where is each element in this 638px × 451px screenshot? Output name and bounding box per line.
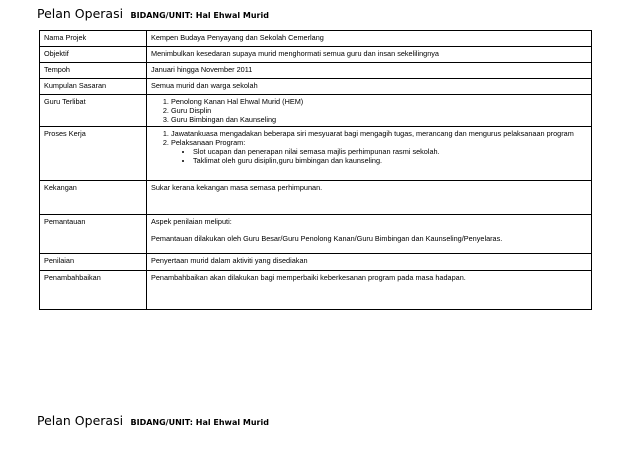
page-footer-header [37,412,269,430]
pemantauan-line2: Pemantauan dilakukan oleh Guru Besar/Guru Penolong Kanan/Guru Bimbingan dan Kaunseling/Penyelaras. [151,234,503,243]
row-objektif [40,47,592,63]
row-pemantauan [40,215,592,254]
label-pemantauan: Pemantauan [40,215,147,254]
list-item: 1. Jawatankuasa mengadakan beberapa siri mesyuarat bagi mengagih tugas, merancang dan mengurus pelaksanaan program [171,129,587,138]
header-title: Pelan Operasi [37,6,124,21]
label-penambahbaikan: Penambahbaikan [40,271,147,310]
list-item: 1. Penolong Kanan Hal Ehwal Murid (HEM) [171,97,587,106]
list-item-label: Pelaksanaan Program: [171,138,246,147]
pemantauan-line1: Aspek penilaian meliputi: [151,217,232,226]
label-tempoh: Tempoh [40,63,147,79]
row-penambahbaikan [40,271,592,310]
label-projek: Nama Projek [40,31,147,47]
label-kekangan: Kekangan [40,181,147,215]
value-projek: Kempen Budaya Penyayang dan Sekolah Cemerlang [147,31,592,47]
row-kekangan [40,181,592,215]
footer-title: Pelan Operasi [37,413,124,428]
proses-list [151,129,587,165]
list-item: 3. Guru Bimbingan dan Kaunseling [171,115,587,124]
value-objektif: Menimbulkan kesedaran supaya murid menghormati semua guru dan insan sekelilingnya [147,47,592,63]
value-sasaran: Semua murid dan warga sekolah [147,79,592,95]
row-proses [40,127,592,181]
value-penambahbaikan: Penambahbaikan akan dilakukan bagi memperbaiki keberkesanan program pada masa hadapan. [147,271,592,310]
program-sublist [171,147,587,165]
value-guru [147,95,592,127]
value-penilaian: Penyertaan murid dalam aktiviti yang disediakan [147,254,592,271]
value-tempoh: Januari hingga November 2011 [147,63,592,79]
list-item [171,138,587,165]
row-guru [40,95,592,127]
label-proses: Proses Kerja [40,127,147,181]
row-tempoh [40,63,592,79]
list-item: 2. Guru Displin [171,106,587,115]
footer-unit: BIDANG/UNIT: Hal Ehwal Murid [130,418,269,427]
label-objektif: Objektif [40,47,147,63]
label-guru: Guru Terlibat [40,95,147,127]
row-projek [40,31,592,47]
row-sasaran [40,79,592,95]
sublist-item: • Slot ucapan dan penerapan nilai semasa majlis perhimpunan rasmi sekolah. [193,147,587,156]
guru-list [151,97,587,124]
operation-plan-table [39,30,592,310]
label-sasaran: Kumpulan Sasaran [40,79,147,95]
sublist-item: • Taklimat oleh guru disiplin,guru bimbingan dan kaunseling. [193,156,587,165]
page-header [37,5,269,23]
value-pemantauan [147,215,592,254]
row-penilaian [40,254,592,271]
value-proses [147,127,592,181]
header-unit: BIDANG/UNIT: Hal Ehwal Murid [130,11,269,20]
label-penilaian: Penilaian [40,254,147,271]
value-kekangan: Sukar kerana kekangan masa semasa perhimpunan. [147,181,592,215]
